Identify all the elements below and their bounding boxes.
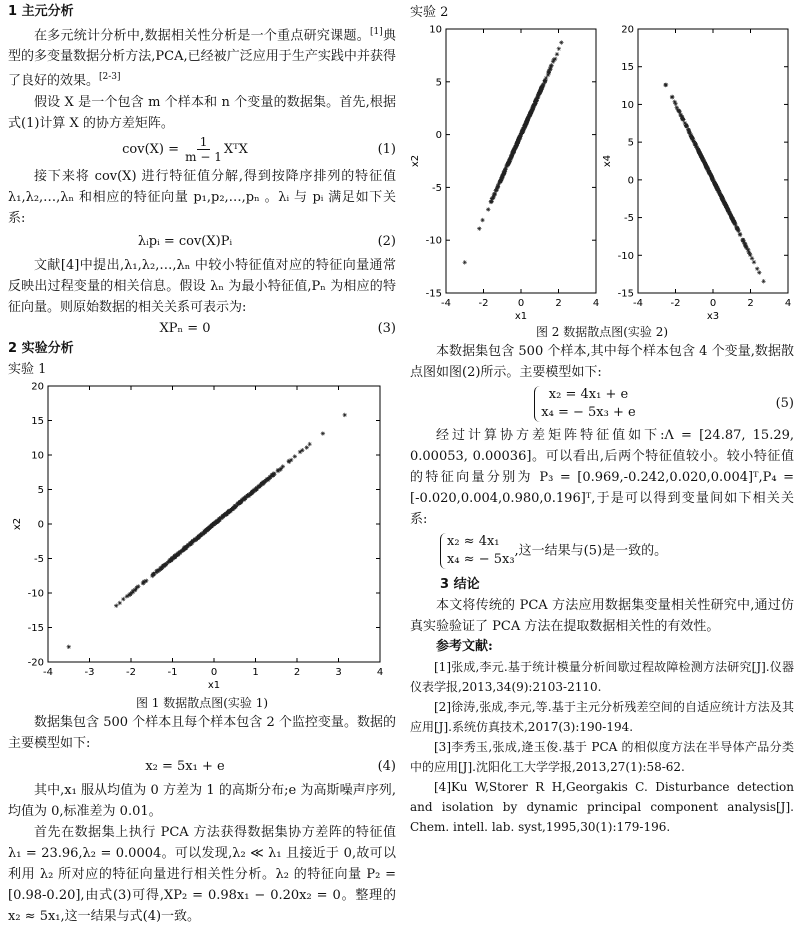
data-point [480,218,484,222]
data-point [553,57,557,61]
relations: x₂ ≈ 4x₁ x₄ ≈ − 5x₃,这一结果与(5)是一致的。 [410,530,794,575]
paragraph-exp1-data: 数据集包含 500 个样本且每个样本包含 2 个监控变量。数据的主要模型如下: [8,714,396,751]
y-axis-label: x4 [602,154,613,168]
x-tick-label: -4 [441,298,451,309]
y-tick-label: 20 [31,381,44,393]
data-point [755,267,759,271]
data-point [539,87,543,91]
data-point [729,215,733,219]
data-point [268,475,272,479]
x-tick-label: 0 [709,298,717,309]
reference-item: [3]李秀玉,张成,逄玉俊.基于 PCA 的相似度方法在半导体产品分类中的应用[J].沈阳化工大学学报,2013,27(1):58-62. [410,740,794,774]
y-tick-label: 0 [37,519,44,531]
data-point [712,179,716,183]
y-tick-label: -5 [432,182,442,194]
paragraph-noise: 其中,x₁ 服从均值为 0 方差为 1 的高斯分布;e 为高斯噪声序列,均值为 0,标准差为 0.01。 [8,782,396,819]
fraction: $\frac{1}{m - 1}$ [185,134,222,164]
section-2-title: 2 实验分析 [8,340,74,356]
y-tick-label: -10 [27,588,44,600]
data-point [559,40,563,44]
data-point [752,260,756,264]
equation-5: x₂ = 4x₁ + e x₄ = − 5x₃ + e (5) [410,383,794,425]
data-point [522,125,526,129]
y-axis-label: x2 [410,154,421,168]
data-point [307,442,311,446]
y-tick-label: 5 [435,77,442,89]
paragraph-exp2-data: 本数据集包含 500 个样本,其中每个样本包含 4 个变量,数据散点图如图(2)所示。主要模型如下: [410,344,794,380]
y-tick-label: 0 [627,175,634,187]
citation: [1] [369,27,383,37]
equation-3: XPₙ = 0 (3) [159,320,396,336]
data-point [121,597,125,601]
data-point [281,464,285,468]
x-tick-label: -1 [167,666,178,678]
data-point [740,238,744,242]
paragraph-dataset: 假设 X 是一个包含 m 个样本和 n 个变量的数据集。首先,根据式(1)计算 X 的协方差矩阵。 [8,94,396,131]
plot-frame [638,29,788,293]
data-point [721,196,725,200]
y-tick-label: 20 [621,24,634,36]
paragraph-exp2-result: 经过计算协方差矩阵特征值如下:Λ = [24.87, 15.29, 0.00053, 0.00036]。可以看出,后两个特征值较小。较小特征值的特征向量分别为 P₃ = [0.969,-0.242,0.020,0.004]ᵀ,P₄ = [-0.020,0.004,0.980,0.196]ᵀ,于是可以得到变量间如下相关关系: [410,428,794,527]
y-tick-label: 5 [37,484,44,496]
data-point [675,108,679,112]
data-point [221,513,225,517]
y-tick-label: 0 [435,130,442,142]
x-tick-label: 2 [747,298,754,309]
x-tick-label: 2 [555,298,562,309]
data-point [259,481,263,485]
figure-2-scatter-x1-x2 [410,23,602,323]
data-point [231,506,235,510]
data-point [321,431,325,435]
data-point [287,459,291,463]
x-tick-label: -4 [43,666,53,678]
equation-4: x₂ = 5x₁ + e (4) [145,758,396,774]
x-tick-label: 0 [517,298,525,309]
x-tick-label: 2 [293,666,301,678]
x-tick-label: -2 [670,298,681,309]
figure-1-caption: 图 1 数据散点图(实验 1) [135,695,269,710]
data-point [136,584,140,588]
x-axis-label: x1 [207,679,221,690]
x-tick-label: 1 [252,666,259,678]
reference-item: [4]Ku W,Storer R H,Georgakis C. Disturbance detection and isolation by dynamic principal component analysis[J]. Chem. intell. lab. syst,1995,30(1):179-196. [410,780,794,834]
data-point [67,644,71,648]
data-point [114,603,118,607]
x-tick-label: -3 [84,666,95,678]
y-tick-label: 15 [31,415,44,427]
equation-2: λᵢpᵢ = cov(X)Pᵢ (2) [137,233,396,249]
y-tick-label: 10 [621,99,634,111]
data-points [663,83,766,284]
y-tick-label: -5 [34,553,44,565]
y-tick-label: -20 [27,657,44,669]
paragraph-intro: 在多元统计分析中,数据相关性分析是一个重点研究课题。[1]典型的多变量数据分析方法,PCA,已经被广泛应用于生产实践中并获得了良好的效果。[2-3] [8,27,396,89]
data-point [477,226,481,230]
data-point [738,233,742,237]
data-point [542,80,546,84]
x-tick-label: 0 [210,666,218,678]
data-point [748,253,752,257]
left-column [8,0,396,927]
data-point [726,207,730,211]
data-point [732,220,736,224]
data-point [118,600,122,604]
y-tick-label: 5 [627,137,634,149]
figure-2-panels [410,23,794,323]
x-tick-label: -2 [478,298,489,309]
data-point [238,500,242,504]
y-tick-label: 15 [621,62,634,74]
data-point [486,207,490,211]
data-point [699,154,703,158]
plot-frame [446,29,596,293]
experiment-2-label: 实验 2 [410,5,449,20]
y-tick-label: -15 [27,622,44,634]
x-tick-label: 4 [376,666,384,678]
y-tick-label: 10 [31,450,44,462]
x-tick-label: -4 [633,298,643,309]
data-point [504,164,508,168]
data-point [502,169,506,173]
data-point [343,412,347,416]
section-1-title: 1 主元分析 [8,4,74,19]
data-point [197,535,201,539]
figure-1-scatter [8,380,396,690]
data-point [670,95,674,99]
citation: [2-3] [99,72,121,83]
data-point [757,270,761,274]
equation-1: cov(X) = $\frac{1}{m - 1}$ XᵀX (1) [122,134,396,164]
experiment-1-label: 实验 1 [8,361,47,377]
data-point [293,454,297,458]
paragraph-eigen: 接下来将 cov(X) 进行特征值分解,得到按降序排列的特征值 λ₁,λ₂,…,λₙ 和相应的特征向量 p₁,p₂,…,pₙ 。λᵢ 与 pᵢ 满足如下关系: [8,168,396,226]
data-points [463,40,564,264]
data-point [761,279,765,283]
data-point [203,530,207,534]
data-point [557,47,561,51]
data-point [491,194,495,198]
data-point [555,52,559,56]
figure-2-caption: 图 2 数据散点图(实验 2) [535,325,669,339]
section-3-title: 3 结论 [440,577,480,592]
x-tick-label: 4 [592,298,600,309]
paragraph-literature: 文献[4]中提出,λ₁,λ₂,…,λₙ 中较小特征值对应的特征向量通常反映出过程变量的相关信息。假设 λₙ 为最小特征值,Pₙ 为相应的特征向量。则原始数据的相关关系可表示为: [8,257,396,315]
right-column [410,0,794,837]
reference-item: [2]徐涛,张成,李元,等.基于主元分析残差空间的自适应统计方法及其应用[J].系统仿真技术,2017(3):190-194. [410,700,794,734]
reference-item: [1]张成,李元.基于统计模量分析间歇过程故障检测方法研究[J].仪器仪表学报,2013,34(9):2103-2110. [410,660,794,694]
data-point [673,102,677,106]
x-tick-label: 4 [784,298,792,309]
data-point [463,260,467,264]
data-point [706,170,710,174]
x-axis-label: x1 [514,311,528,322]
y-tick-label: -10 [425,235,442,247]
x-axis-label: x3 [706,311,720,322]
data-points [67,412,347,648]
data-point [499,179,503,183]
data-point [141,580,145,584]
paragraph-conclusion: 本文将传统的 PCA 方法应用数据集变量相关性研究中,通过仿真实验验证了 PCA 方法在提取数据相关性的有效性。 [410,598,794,634]
paragraph-exp1-result: 首先在数据集上执行 PCA 方法获得数据集协方差阵的特征值 λ₁ = 23.96,λ₂ = 0.0004。可以发现,λ₂ ≪ λ₁ 且接近于 0,故可以利用 λ₂ 所对应的特征向量进行相关性分析。λ₂ 的特征向量 P₂ = [0.98-0.20],由式(3)可得,XP₂ = 0.98x₁ − 0.20x₂ = 0。整理的 x₂ ≈ 5x₁,这一结果与式(4)一致。 [8,824,396,924]
data-point [515,139,519,143]
data-point [305,445,309,449]
x-tick-label: -2 [126,666,136,678]
data-point [125,594,129,598]
y-tick-label: -15 [617,288,634,300]
y-axis-label: x2 [12,517,23,530]
data-point [544,76,548,80]
y-tick-label: -15 [425,288,442,300]
data-point [227,509,231,513]
references-title: 参考文献: [436,639,493,654]
x-tick-label: 3 [335,666,342,678]
y-tick-label: -5 [624,213,634,225]
y-tick-label: -10 [617,250,634,262]
figure-2-scatter-x3-x4 [602,23,794,323]
y-tick-label: 10 [429,24,442,36]
data-point [664,83,668,87]
